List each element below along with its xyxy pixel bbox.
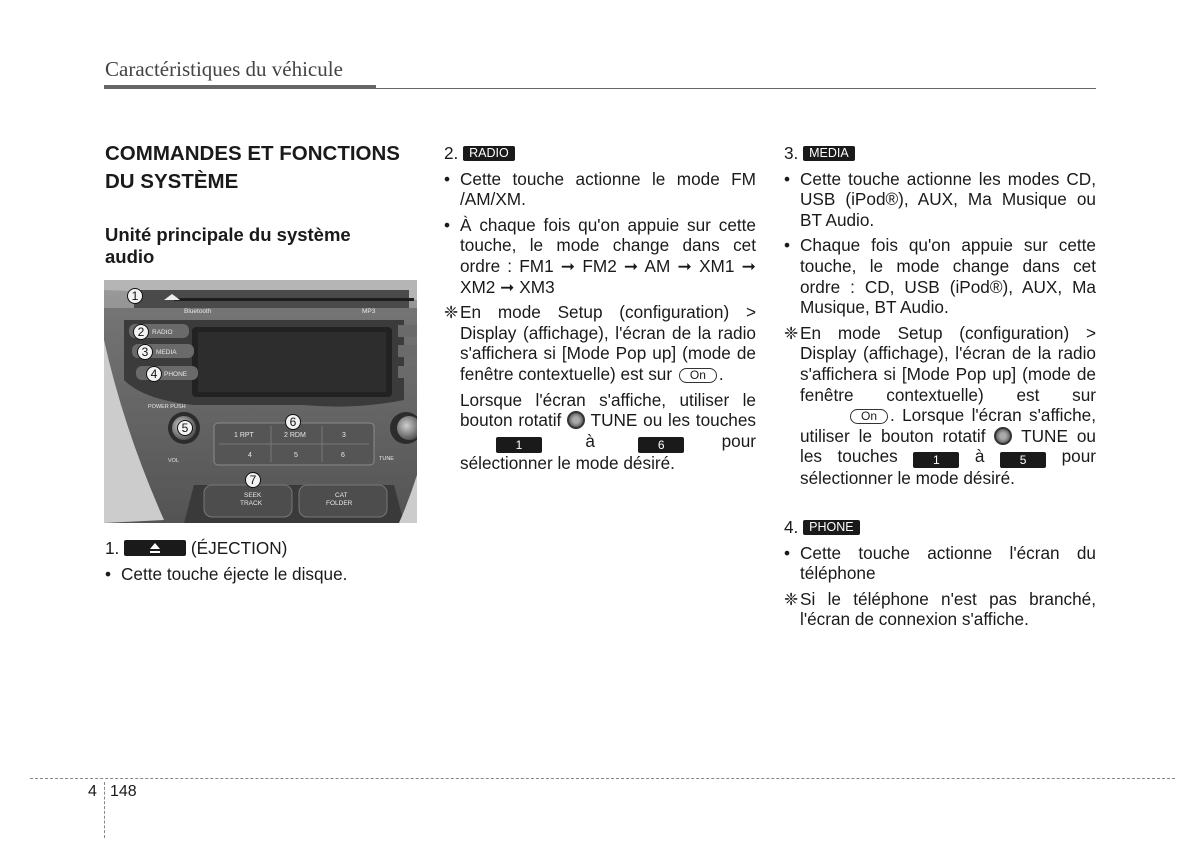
preset-key-5-right: 5: [1000, 452, 1046, 468]
footer-divider: [104, 782, 105, 838]
svg-text:3: 3: [141, 345, 149, 359]
callout-6: [286, 415, 301, 430]
header-rule-thin: [376, 88, 1096, 89]
header-rule-thick: [104, 85, 376, 89]
figure-label-media: MEDIA: [156, 349, 177, 356]
item-3-bullet-2: • Chaque fois qu'on appuie sur cette touche, le mode change dans cet ordre : CD, USB (iPod®), AUX, Ma Musique, BT Audio.: [784, 235, 1096, 318]
figure-preset-5: 5: [294, 452, 298, 459]
item-2-number: 2.: [444, 143, 459, 163]
tune-knob-icon: [567, 411, 585, 429]
preset-key-1: 1: [496, 437, 542, 453]
item-3-number: 3.: [784, 143, 799, 163]
figure-preset-2: 2 RDM: [284, 432, 306, 439]
item-4-bullet: • Cette touche actionne l'écran du téléphone: [784, 542, 1096, 584]
page-number: 148: [110, 783, 137, 800]
callout-3: [138, 345, 153, 360]
item-1-line: [105, 538, 405, 559]
figure-label-track: TRACK: [240, 500, 263, 507]
preset-key-6: 6: [638, 437, 684, 453]
right-column: [784, 143, 1096, 630]
figure-label-vol: VOL: [168, 458, 180, 464]
phone-tag: PHONE: [803, 520, 859, 535]
svg-text:7: 7: [249, 473, 257, 487]
item-2-bullet-2: • À chaque fois qu'on appuie sur cette touche, le mode change dans cet ordre : FM1 ➞ FM2 ➞ AM ➞ XM1 ➞ XM2 ➞ XM3: [444, 214, 756, 297]
svg-text:1: 1: [131, 289, 139, 303]
item-2-note: ❈ En mode Setup (configuration) > Display (affichage), l'écran de la radio s'affichera si [Mode Pop up] (mode de fenêtre contextuelle) est sur On .: [444, 302, 756, 384]
svg-text:6: 6: [289, 415, 297, 429]
item-3-bullet-1: • Cette touche actionne les modes CD, USB (iPod®), AUX, Ma Musique ou BT Audio.: [784, 168, 1096, 230]
svg-text:4: 4: [150, 367, 158, 381]
chapter-number: 4: [88, 783, 97, 800]
media-tag: MEDIA: [803, 146, 855, 161]
middle-column: [444, 143, 756, 473]
callout-1: [128, 289, 143, 304]
item-2-bullet-1: • Cette touche actionne le mode FM /AM/XM.: [444, 168, 756, 210]
figure-label-power: POWER PUSH: [148, 404, 186, 410]
audio-unit-figure: [104, 280, 417, 523]
figure-label-radio: RADIO: [152, 329, 173, 336]
figure-label-phone: PHONE: [164, 371, 188, 378]
callout-2: [134, 325, 149, 340]
item-2-heading: [444, 143, 756, 164]
footer-rule: [30, 778, 1175, 779]
running-header: Caractéristiques du véhicule: [105, 57, 343, 81]
callout-5: [178, 421, 193, 436]
item-4-note: ❈ Si le téléphone n'est pas branché, l'écran de connexion s'affiche.: [784, 588, 1096, 630]
figure-preset-4: 4: [248, 452, 252, 459]
figure-label-cat: CAT: [335, 492, 348, 499]
item-4-heading: [784, 517, 1096, 538]
item-3-note: ❈ En mode Setup (configuration) > Display (affichage), l'écran de la radio s'affichera si [Mode Pop up] (mode de fenêtre contextuelle) est sur On . Lorsque l'écran s'affiche, utiliser le bouton rotatif TUNE ou les touches 1 à 5 pour sélectionner le mode désiré.: [784, 322, 1097, 489]
figure-label-bluetooth: Bluetooth: [184, 308, 212, 315]
item-1-bullet: • Cette touche éjecte le disque.: [105, 563, 348, 584]
svg-text:5: 5: [181, 421, 189, 435]
callout-4: [147, 367, 162, 382]
item-4-number: 4.: [784, 516, 799, 537]
section-subheading: Unité principale du système audio: [105, 224, 351, 267]
item-2-paragraph: Lorsque l'écran s'affiche, utiliser le bouton rotatif TUNE ou les touches 1 à 6 pour sélectionner le mode désiré.: [460, 389, 756, 473]
preset-key-1-right: 1: [913, 452, 959, 468]
figure-preset-1: 1 RPT: [234, 432, 254, 439]
eject-icon: [149, 542, 161, 554]
figure-label-mp3: MP3: [362, 308, 376, 315]
on-pill: On: [679, 368, 717, 383]
figure-label-seek: SEEK: [244, 492, 262, 499]
item-3-heading: [784, 143, 1096, 164]
section-heading: COMMANDES ET FONCTIONS DU SYSTÈME: [105, 142, 400, 193]
callout-7: [246, 473, 261, 488]
figure-label-tune: TUNE: [379, 456, 394, 462]
figure-preset-6: 6: [341, 452, 345, 459]
svg-text:2: 2: [137, 325, 145, 339]
tune-knob-icon-right: [994, 427, 1012, 445]
figure-preset-3: 3: [342, 432, 346, 439]
eject-key: [124, 540, 186, 556]
on-pill-right: On: [850, 409, 888, 424]
item-1-block: [105, 538, 405, 584]
item-1-label: (ÉJECTION): [190, 538, 288, 558]
item-1-number: 1.: [105, 538, 120, 558]
figure-label-folder: FOLDER: [326, 500, 353, 507]
radio-tag: RADIO: [463, 146, 515, 161]
